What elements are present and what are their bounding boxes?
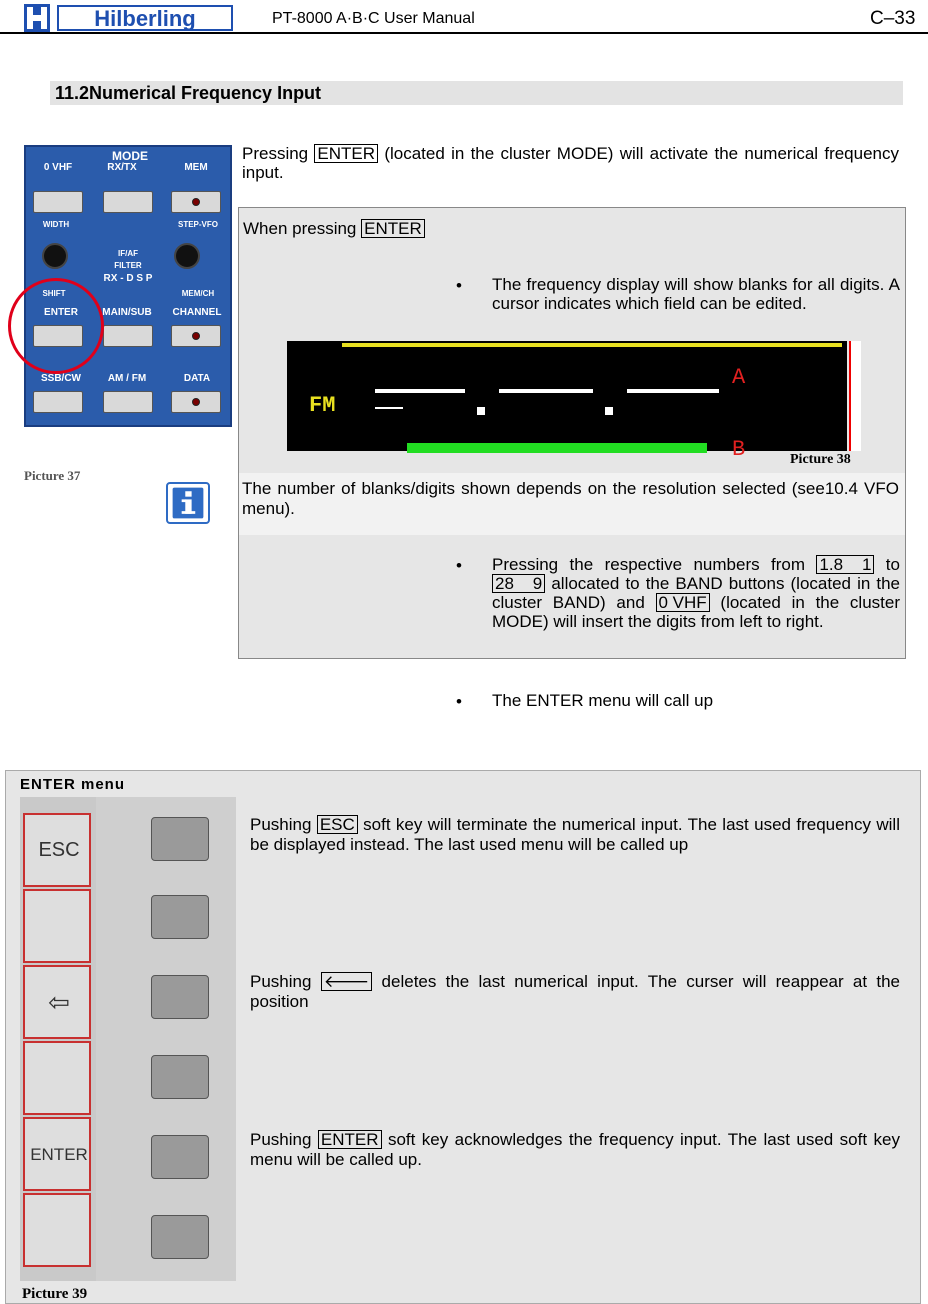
mode-heading: MODE (112, 149, 148, 163)
button-ssbcw (33, 391, 83, 413)
button-0vhf (33, 191, 83, 213)
label-filter: FILTER (114, 261, 142, 270)
label-step-vfo: STEP-VFO (177, 220, 218, 229)
hardkey-2 (151, 895, 209, 939)
bullet-1-text: The frequency display will show blanks for all digits. A cursor indicates which field can be edited. (492, 275, 900, 313)
lcd-cursor (375, 407, 403, 409)
section-number: 11.2 (55, 83, 90, 103)
lcd-top-bar (342, 343, 842, 347)
intro-paragraph: Pressing ENTER (located in the cluster MODE) will activate the numerical frequency input. (242, 144, 899, 182)
key-enter: ENTER (361, 219, 425, 238)
lcd-dot-2 (605, 407, 613, 415)
hardkey-5 (151, 1135, 209, 1179)
btn-label-channel: CHANNEL (172, 307, 222, 318)
bullet-2-text: Pressing the respective numbers from 1.8 1 to 28 9 allocated to the BAND buttons (located in the cluster BAND) and 0 VHF (located in the cluster MODE) will insert the digits from left to right. (492, 555, 900, 631)
key-0vhf: 0 VHF (656, 593, 710, 612)
btn-label-mainsub: MAIN/SUB (102, 307, 152, 318)
lcd-blanks-3 (627, 389, 719, 393)
btn-label-ssbcw: SSB/CW (41, 373, 81, 384)
label-shift: SHIFT (42, 289, 66, 298)
bullet-1-symbol: • (456, 276, 462, 295)
lcd-vfo-a: A (732, 365, 746, 390)
info-icon (166, 482, 210, 524)
hardkey-1 (151, 817, 209, 861)
header-rule (0, 32, 928, 34)
button-mem (171, 191, 221, 213)
info-text: The number of blanks/digits shown depends on the resolution selected (see10.4 VFO menu). (242, 479, 899, 518)
step-vfo-knob (174, 243, 200, 269)
key-1-8: 1.8 1 (816, 555, 874, 574)
hardkey-3 (151, 975, 209, 1019)
lcd-vfo-b: B (732, 437, 746, 462)
btn-label-data: DATA (183, 373, 211, 384)
enter-description: Pushing ENTER soft key acknowledges the frequency input. The last used soft key menu will be called up. (250, 1130, 900, 1169)
logo-text: Hilberling (94, 6, 196, 31)
width-knob (42, 243, 68, 269)
btn-label-rxtx: RX/TX (107, 162, 137, 173)
bullet-2-symbol: • (456, 556, 462, 575)
header-title: PT-8000 A·B·C User Manual (272, 10, 475, 27)
lcd-blanks-1 (375, 389, 465, 393)
bullet-3-text: The ENTER menu will call up (492, 691, 714, 710)
btn-label-amfm: AM / FM (107, 373, 147, 384)
key-esc: ESC (317, 815, 358, 834)
highlight-circle (8, 278, 104, 374)
btn-label-enter: ENTER (44, 307, 78, 318)
key-28: 28 9 (492, 574, 545, 593)
button-rxtx (103, 191, 153, 213)
key-enter: ENTER (314, 144, 378, 163)
display-edge (849, 341, 861, 451)
button-mainsub (103, 325, 153, 347)
hardkey-6 (151, 1215, 209, 1259)
button-amfm (103, 391, 153, 413)
label-width: WIDTH (42, 220, 70, 229)
key-backspace: 🡐 (321, 972, 373, 991)
button-channel (171, 325, 221, 347)
btn-label-mem: MEM (184, 162, 208, 173)
label-ifaf: IF/AF (118, 249, 138, 258)
esc-description: Pushing ESC soft key will terminate the numerical input. The last used frequency will be displayed instead. The last used menu will be called up (250, 815, 900, 854)
softkey-esc: ESC (23, 813, 91, 887)
lcd-green-digits (407, 443, 707, 453)
picture-39-caption: Picture 39 (22, 1286, 88, 1302)
hardkey-4 (151, 1055, 209, 1099)
label-mem-ch: MEM/CH (181, 289, 215, 298)
data-led (192, 398, 200, 406)
bullet-3-symbol: • (456, 692, 462, 711)
softkey-empty-3 (23, 1193, 91, 1267)
channel-led (192, 332, 200, 340)
backspace-description: Pushing 🡐 deletes the last numerical input. The curser will reappear at the position (250, 972, 900, 1011)
hardkey-column (96, 797, 236, 1281)
softkey-enter: ENTER (23, 1117, 91, 1191)
enter-menu-title: ENTER menu (20, 776, 126, 793)
key-enter: ENTER (318, 1130, 382, 1149)
btn-label-0vhf: 0 VHF (43, 162, 73, 173)
picture-37-caption: Picture 37 (24, 468, 81, 483)
lcd-dot-1 (477, 407, 485, 415)
button-data (171, 391, 221, 413)
softkey-backspace: ⇦ (23, 965, 91, 1039)
page-number: C–33 (870, 8, 916, 29)
lcd-blanks-2 (499, 389, 593, 393)
softkey-panel-image (20, 797, 236, 1281)
label-rxdsp: RX - D S P (103, 273, 153, 284)
when-pressing: When pressing ENTER (243, 219, 425, 239)
softkey-empty-1 (23, 889, 91, 963)
softkey-empty-2 (23, 1041, 91, 1115)
mem-led (192, 198, 200, 206)
picture-38-caption: Picture 38 (790, 452, 851, 467)
section-title: Numerical Frequency Input (89, 83, 322, 103)
lcd-mode: FM (309, 393, 336, 418)
hilberling-logo (24, 4, 232, 32)
